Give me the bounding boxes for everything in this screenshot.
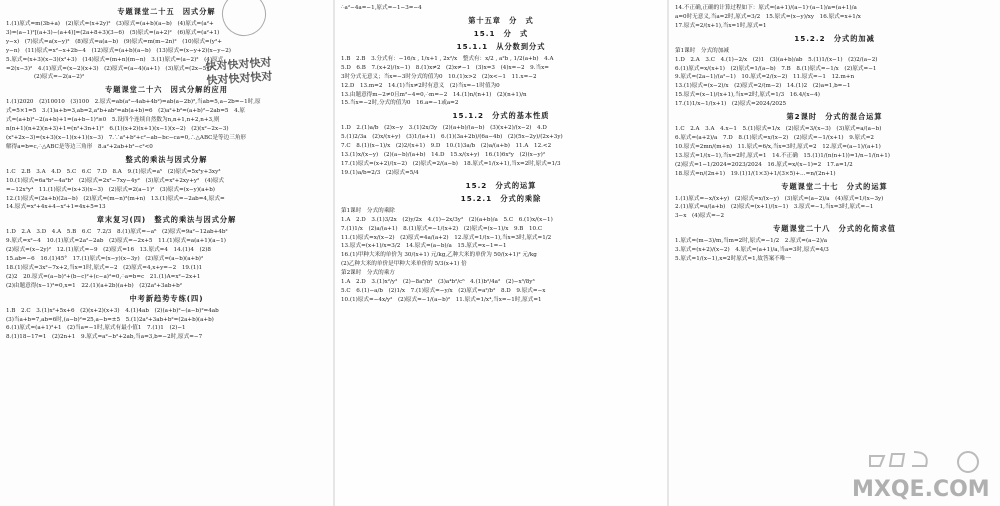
section-heading: 第十五章 分 式 bbox=[468, 15, 534, 25]
section-heading: 15.2.1 分式的乘除 bbox=[460, 193, 542, 203]
answer-column-left bbox=[6, 4, 327, 342]
site-logo-text: MXQE.COM bbox=[852, 477, 990, 502]
answer-line: 5.原式=(x+3)(x−3)(x²+3) (14)原式=(m+n)(m−n) 3.(1)原式=(a−2)² (4)原式 bbox=[6, 56, 224, 63]
section-heading: 15.2.2 分式的加减 bbox=[794, 33, 875, 43]
answer-line: 13.由题意得m−2≠0且m²−4=0,∴m=−2 14.(1)n/(n+1) (2)(n+1)/n bbox=[341, 91, 527, 98]
answer-line: 13.原式=(x+1)/x=3/2 14.原式=(a−b)/a 15.原式=x−1=−1 bbox=[341, 243, 507, 250]
answer-line: =2(x−3)² 4.(1)原式=(x−2)(x+3) (2)原式=(a−4)(a+1) (3)原式=(2x−5y)² bbox=[6, 65, 214, 72]
answer-line: 1.A 2.D 3.(1)3/2x (2)y/2x 4.(1)−2x/3y² (2)(a+b)/a 5.C 6.(1)x/(x−1) bbox=[341, 216, 553, 223]
page-right bbox=[669, 0, 1000, 506]
answer-line: 17.(1)1/x−1/(x+1) (2)原式=2024/2025 bbox=[675, 101, 787, 108]
answer-line: 3时分式无意义；当x=−3时分式的值为0 10.(1)x>2 (2)x<−1 11.x=−2 bbox=[341, 73, 537, 80]
section-heading: 章末复习(四) 整式的乘法与因式分解 bbox=[96, 215, 237, 225]
section-heading: 专题课堂二十七 分式的运算 bbox=[781, 181, 888, 191]
watermark-line-1: 快对快对快对 bbox=[205, 55, 272, 74]
answer-line: 9.原式=(2a−1)/(a²−1) 10.原式=2/(x−2) 11.原式=−1 12.m+n bbox=[675, 74, 855, 81]
answer-line: 1.(1)原式=m(3b+a) (2)原式=(x+2y)² (3)原式=(a+b)(a−b) (4)原式=(a²+ bbox=[6, 21, 214, 27]
answer-line: 15.原式=(x−1)/(x+1),当x=2时,原式=1/3 16.4/(x−4) bbox=[675, 92, 820, 99]
answer-line: 1.D 2.A 3.D 4.A 5.B 6.C 7.2/3 8.(1)原式=−a⁶ (2)原式=9a²−12ab+4b² bbox=[6, 229, 228, 236]
answer-line: y−n) (11)原式=x²−x+2b−4 (12)原式=(a+b)(a−b) (13)原式=(x−y+2)(x−y−2) bbox=[6, 47, 231, 54]
watermark-line-2: 快对快对快对 bbox=[206, 69, 273, 88]
answer-line: (2)由题意得(x−1)²=0,x=1 22.(1)(a+2b)(a+b) (2)2a²+3ab+b² bbox=[6, 282, 182, 289]
answer-line: 5.(1)2/3a (2)x/(x+y) (3)1/(a+1) 6.(1)(3a+2b)/(6a−4b) (2)(5x−2y)/(2x+3y) bbox=[341, 134, 563, 141]
answer-line: 9.原式=x²−4 10.(1)原式=2a²−2ab (2)原式=−2x+5 11.(1)原式=a(a+1)(a−1) bbox=[6, 238, 226, 245]
answer-line: 第1课时 分式的乘除 bbox=[341, 207, 395, 214]
page-left bbox=[0, 0, 333, 506]
answer-line: 17.(1)原式=(x+2)/(x−2) (2)原式=2/(a−b) 18.原式=1/(x+1),当x=2时,原式=1/3 bbox=[341, 160, 561, 167]
answer-line: 16.(1)甲种大米的单价为 30/(x+1) 元/kg,乙种大米的单价为 50/(x+1)² 元/kg bbox=[341, 252, 537, 259]
answer-line: (x²+2x−3)=(x+3)(x−1)(x+1)(x−3) 7.∵a²+b²+c²−ab−bc−ca=0,∴△ABC是等边三角形 bbox=[6, 134, 247, 141]
answer-line: (2)2 20.原式=(a−b)²+(b−c)²+(c−a)²=0,∴a=b=c 21.(1)A=x²−2x+1 bbox=[6, 273, 201, 280]
answer-line: 13.(1)原式=(x−2)/x (2)原式=2/(m−2) 14.(1)2 (2)a=1,b=−1 bbox=[675, 83, 851, 90]
answer-line: a=0时无意义,当a=2时,原式=3/2 15.原式=(x−y)/xy 16.原式=x+1/x bbox=[675, 13, 861, 20]
answer-line: (2)原式=1−1/2024=2023/2024 16.原式=x/(x−1)=2 17.a=1/2 bbox=[675, 161, 853, 168]
answer-line: 18.原式=n/(2n+1) 19.(1)1/(1×3)+1/(3×5)+…=n/(2n+1) bbox=[675, 170, 836, 177]
answer-line: 1.C 2.B 3.A 4.D 5.C 6.C 7.D 8.A 9.(1)原式=a⁵ (2)原式=5x³y+3xy³ bbox=[6, 168, 221, 175]
answer-line: n(n+1)(n+2)(n+3)+1=(n²+3n+1)² 6.(1)(x+2)(x+1)(x−1)(x−2) (2)(x²−2x−3) bbox=[6, 126, 229, 133]
answer-line: ∴a²−4a=−1,原式=−1−3=−4 bbox=[341, 5, 422, 11]
answer-line: (3)当a+b=7,ab=6时,(a−b)²=25,a−b=±5 5.(1)2a²+3ab+b²=(2a+b)(a+b) bbox=[6, 316, 214, 323]
answer-line: 12.(1)原式=(2a+b)(2a−b) (2)原式=(m−n)²(m+n) 13.(1)原式=−2ab=4,原式= bbox=[6, 195, 225, 202]
page-middle bbox=[335, 0, 667, 506]
section-heading: 中考新趋势专练(四) bbox=[129, 293, 204, 303]
answer-line: 13.原式=1/(x−1),当x=2时,原式=1 14.不正确 15.(1)1/(n(n+1))=1/n−1/(n+1) bbox=[675, 152, 890, 159]
answer-line: 1.(1)原式=−x/(x+y) (2)原式=x/(x−y) (3)原式=(a−2)/a (4)原式=1/(x−3y) bbox=[675, 195, 884, 202]
answer-line: 10.(1)原式=6a³b²−4a²b³ (2)原式=2x²−7xy−4y² (3)原式=x²+2xy+y² (4)原式 bbox=[6, 177, 225, 184]
answer-line: 18.(1)原式=3x²−7x+2,当x=1时,原式=−2 (2)原式=4,x+y=−2 19.(1)1 bbox=[6, 264, 203, 271]
answer-line: 6.原式=(a+2)/a 7.D 8.(1)原式=x/(x−2) (2)原式=−1/(x+1) 9.原式=2 bbox=[675, 134, 874, 141]
answer-line: 1.A 2.D 3.(1)x²/y² (2)−8a³/b³ (3)a⁴b²/c⁶ 4.(1)b²/4a² (2)−x³/8y³ bbox=[341, 279, 535, 286]
section-heading: 专题课堂二十八 分式的化简求值 bbox=[773, 224, 896, 234]
answer-column-middle bbox=[341, 4, 661, 305]
answer-line: 11.(1)原式=x/(x−2) (2)原式=4a/(a+2) 12.原式=1/(x−1),当x=3时,原式=1/2 bbox=[341, 234, 552, 241]
answer-line: 10.原式=2mn/(m+n) 11.原式=6/x,当x=3时,原式=2 12.原式=(a−1)/(a+1) bbox=[675, 143, 881, 150]
answer-line: 式=5×1=5 3.(1)a+b=3,ab=2,a²b+ab²=ab(a+b)=6 (2)a²+b²=(a+b)²−2ab=5 4.原 bbox=[6, 108, 246, 115]
answer-line: 2.(1)原式=a/(a+b) (2)原式=(x+1)/(x−1) 3.原式=−1,当x=3时,原式=−1 bbox=[675, 204, 874, 211]
answer-line: 3)=(a−1)²[(a+3)−(a+4)]=(2a+8+3)(3−6) (5)原式=(a+2)² (6)原式=(a²+1) bbox=[6, 29, 220, 36]
answer-line: (2)乙种大米的单价是甲种大米单价的 5/3(x+1) 倍 bbox=[341, 261, 467, 268]
answer-line: (2)原式=−2(a−2)² bbox=[6, 74, 85, 81]
answer-line: 14.不正确,正确的计算过程如下：原式=(a+1)/(a−1)·(a−1)/a=(a+1)/a bbox=[675, 5, 857, 11]
answer-line: 15.当x=−2时,分式的值为0 16.a=−1或a=2 bbox=[341, 100, 459, 107]
answer-line: 7.C 8.(1)(x−1)/x (2)2/(x+1) 9.D 10.(1)3a/b (2)a/(a+b) 11.A 12.<2 bbox=[341, 143, 552, 150]
answer-line: 3−x (4)原式=−2 bbox=[675, 213, 725, 220]
answer-line: 1.C 2.A 3.A 4.x−1 5.(1)原式=1/x (2)原式=3/(x−3) (3)原式=a/(a−b) bbox=[675, 126, 882, 133]
answer-line: 19.(1)a/b=2/3 (2)原式=5/4 bbox=[341, 169, 419, 176]
answer-line: 5.原式=1/(x−1),x=2时原式=1,故答案不唯一 bbox=[675, 256, 791, 263]
answer-line: 6.(1)原式=(a+1)²+1 (2)当a=−1时,原式有最小值1 7.(1)1 (2)−1 bbox=[6, 325, 186, 332]
answer-line: 式=(a+b)²−2(a+b)+1=(a+b−1)²≥0 5.设四个连续自然数为n,n+1,n+2,n+3,则 bbox=[6, 117, 220, 124]
answer-line: 5.C 6.(1)−a/b (2)1/x 7.(1)原式=−y/x (2)原式=a²/b² 8.D 9.原式=−x bbox=[341, 287, 546, 294]
answer-line: 12.D 13.m=2 14.(1)当x≠2时有意义 (2)当x=−1时值为0 bbox=[341, 82, 500, 89]
answer-line: 14.原式=x²+4x+4−x²+1=4x+5=13 bbox=[6, 204, 106, 211]
answer-line: 第2课时 分式的乘方 bbox=[341, 270, 395, 277]
answer-line: (2)原式=(x−2y)² 12.(1)原式=−9 (2)原式=16 13.原式=4 14.(1)4 (2)8 bbox=[6, 247, 211, 254]
answer-line: 1.B 2.C 3.(1)x²+5x+6 (2)(x+2)(x+3) 4.(1)4ab (2)(a+b)²−(a−b)²=4ab bbox=[6, 307, 219, 314]
section-heading: 15.1 分 式 bbox=[473, 28, 529, 38]
answer-line: 5.D 6.B 7.(x+2)/(x−1) 8.(1)x≠2 (2)x≠−1 (3)x=3 (4)x=−2 9.当x= bbox=[341, 64, 549, 71]
answer-line: 17.原式=2/(x+1),当x=1时,原式=1 bbox=[675, 22, 767, 29]
answer-line: 10.(1)原式=−4x/y² (2)原式=−1/(a−b)² 11.原式=1/x⁴,当x=−1时,原式=1 bbox=[341, 296, 542, 303]
section-heading: 15.1.2 分式的基本性质 bbox=[452, 111, 550, 121]
answer-line: 1.D 2.A 3.C 4.(1)−2/x (2)1 (3)(a+b)/ab 5.(1)1/(x−1) (2)2/(a−2) bbox=[675, 56, 878, 63]
answer-line: 13.(1)x/(x−y) (2)(a−b)/(a+b) 14.D 15.x/(x+y) 16.(1)6x²y (2)(x−y)² bbox=[341, 152, 546, 159]
watermark bbox=[205, 56, 273, 89]
answer-line: 7.(1)1/x (2)a/(a+1) 8.(1)原式=−1/(x+2) (2)原式=(x−1)/x 9.B 10.C bbox=[341, 225, 543, 232]
answer-line: 6.(1)原式=x/(x+1) (2)原式=1/(a−b) 7.B 8.(1)原式=−1/x (2)原式=−1 bbox=[675, 65, 877, 72]
answer-line: 1.原式=(m−3)/m,当m=2时,原式=−1/2 2.原式=(a−2)/a bbox=[675, 238, 828, 245]
answer-line: 1.(1)2020 (2)10010 (3)100 2.原式=ab(a²−4ab+4b²)=ab(a−2b)²,当ab=5,a−2b=−1时,原 bbox=[6, 99, 261, 106]
answer-line: y−x) (7)原式=a(x−y)² (8)原式=a(a−b) (9)原式=m(m−2n)² (10)原式=(y²+ bbox=[6, 38, 222, 45]
answer-column-right bbox=[675, 4, 994, 264]
site-logo bbox=[848, 448, 998, 504]
section-heading: 第2课时 分式的混合运算 bbox=[786, 112, 883, 122]
answer-line: 8.(1)18−17=1 (2)2n+1 9.原式=a²−b²+2ab,当a=3,b=−2时,原式=−7 bbox=[6, 334, 203, 341]
answer-line: 第1课时 分式的加减 bbox=[675, 47, 729, 54]
section-heading: 专题课堂二十六 因式分解的应用 bbox=[105, 85, 228, 95]
section-heading: 专题课堂二十五 因式分解 bbox=[117, 7, 216, 16]
section-heading: 15.1.1 从分数到分式 bbox=[456, 41, 546, 51]
answer-line: 3.原式=(x+2)/(x−2) 4.原式=(a+1)/a,当a=3时,原式=4/3 bbox=[675, 247, 829, 254]
answer-line: 1.B 2.B 3.分式有：−16/x , 1/x+1 , 2x²/x 整式有：x/2 , a²b , 1/2(a+b) 4.A bbox=[341, 55, 554, 62]
answer-line: 解得a=b=c,∴△ABC是等边三角形 8.a²+2ab+b²−c²<0 bbox=[6, 143, 153, 150]
answer-line: 1.D 2.(1)a/b (2)x−y 3.(1)2x/3y (2)(a+b)/(a−b) (3)(x+2)/(x−2) 4.D bbox=[341, 125, 547, 132]
answer-line: =−12x³y⁴ 11.(1)原式=(x+3)(x−3) (2)原式=2(a−1)² (3)原式=(x−y)(a+b) bbox=[6, 186, 215, 193]
answer-line: 15.ab=−6 16.(1)45° 17.(1)原式=(x−y)(x−3y) (2)原式=(a−b)(a+b)² bbox=[6, 256, 204, 263]
section-heading: 整式的乘法与因式分解 bbox=[125, 154, 208, 164]
section-heading: 15.2 分式的运算 bbox=[465, 180, 537, 190]
